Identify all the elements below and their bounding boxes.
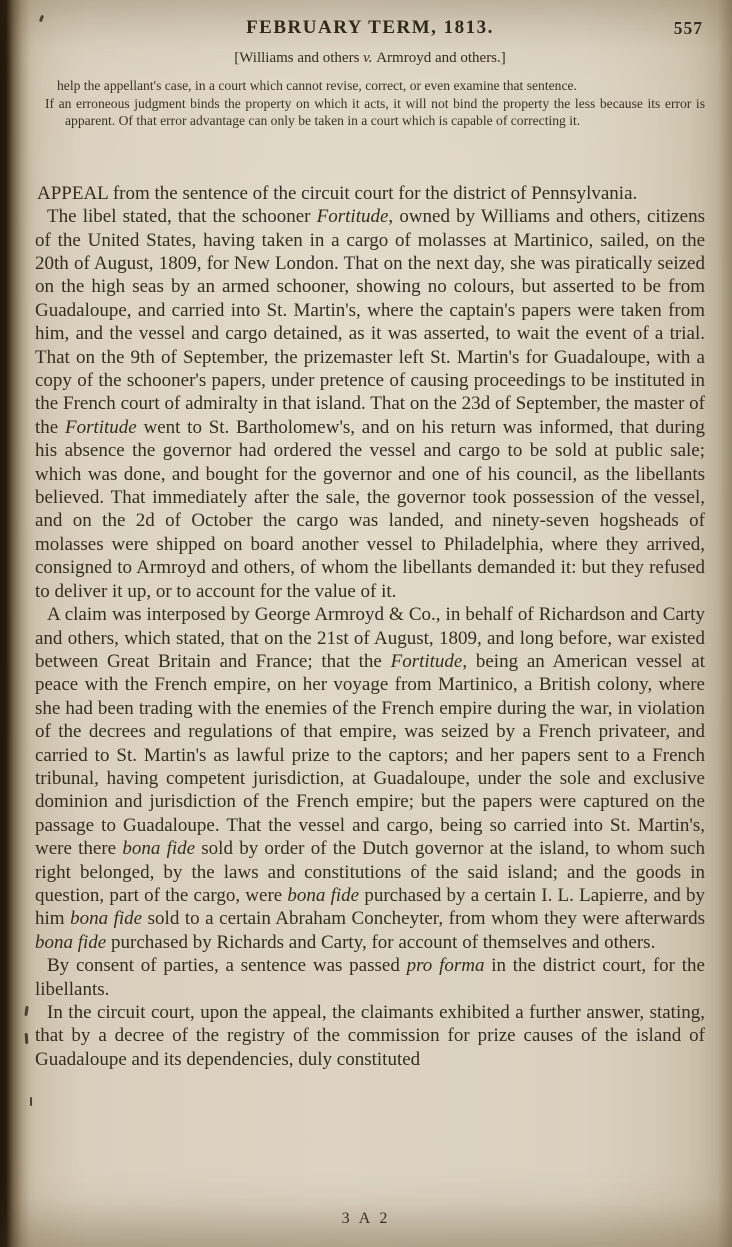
signature-mark: 3 A 2: [341, 1210, 391, 1227]
running-head: [35, 17, 705, 43]
headnote-paragraph: If an erroneous judgment binds the property on which it acts, it will not bind the property the less because its error is apparent. Of that error advantage can only be taken in a court which is capable of correcting it.: [45, 95, 705, 129]
headnote: [45, 77, 705, 130]
opinion-body: [35, 182, 705, 1071]
term-heading: FEBRUARY TERM, 1813.: [246, 17, 494, 38]
body-paragraph: APPEAL from the sentence of the circuit court for the district of Pennsylvania.: [37, 182, 638, 204]
page-content: [35, 13, 705, 1247]
body-paragraph: In the circuit court, upon the appeal, the claimants exhibited a further answer, stating, that by a decree of the registry of the commission for prize causes of the island of Guadaloupe and its dependencies, duly constituted: [35, 1002, 705, 1070]
binding-shadow: [0, 0, 30, 1247]
body-paragraph: The libel stated, that the schooner Fortitude, owned by Williams and others, citizens of the United States, having taken in a cargo of molasses at Martinico, sailed, on the 20th of August, 1809, for New London. That on the next day, she was piratically seized on the high seas by an armed schooner, showing no colours, but asserted to be from Guadaloupe, and carried into St. Martin's, where the captain's papers were taken from him, and the vessel and cargo detained, as it was asserted, to wait the event of a trial. That on the 9th of September, the prizemaster left St. Martin's for Guadaloupe, with a copy of the schooner's papers, under pretence of causing proceedings to be instituted in the French court of admiralty in that island. That on the 23d of September, the master of the Fortitude went to St. Bartholomew's, and on his return was informed, that during his absence the governor had ordered the vessel and cargo to be sold at public sale; which was done, and bought for the governor and one of his council, as the libellants believed. That immediately after the sale, the governor took possession of the vessel, and on the 2d of October the cargo was landed, and ninety-seven hogsheads of molasses were shipped on board another vessel to Philadelphia, where they arrived, consigned to Armroyd and others, of whom the libellants demanded it: but they refused to deliver it up, or to account for the value of it.: [35, 206, 706, 602]
page-edge-shadow: [718, 0, 732, 1247]
body-paragraph: By consent of parties, a sentence was passed pro forma in the district court, for the libellants.: [35, 955, 705, 1000]
case-caption: [Williams and others v. Armroyd and others.]: [234, 50, 506, 66]
page-number: 557: [673, 18, 703, 38]
body-paragraph: A claim was interposed by George Armroyd & Co., in behalf of Richardson and Carty and others, which stated, that on the 21st of August, 1809, and long before, war existed between Great Britain and France; that the Fortitude, being an American vessel at peace with the French empire, on her voyage from Martinico, a British colony, where she had been trading with the enemies of the French empire during the war, in violation of the decrees and regulations of that empire, was seized by a French privateer, and carried to St. Martin's as lawful prize to the captors; and her papers sent to a French tribunal, having competent jurisdiction, at Guadaloupe, under the sole and exclusive dominion and jurisdiction of the French empire; but the papers were captured on the passage to Guadaloupe. That the vessel and cargo, being so carried into St. Martin's, were there bona fide sold by order of the Dutch governor at the island, to whom such right belonged, by the laws and constitutions of the said island; and the goods in question, part of the cargo, were bona fide purchased by a certain I. L. Lapierre, and by him bona fide sold to a certain Abraham Concheyter, from whom they were afterwards bona fide purchased by Richards and Carty, for account of themselves and others.: [35, 604, 706, 953]
ink-speck: [30, 1097, 32, 1106]
headnote-paragraph: help the appellant's case, in a court which cannot revise, correct, or even examine that sentence.: [57, 78, 577, 93]
